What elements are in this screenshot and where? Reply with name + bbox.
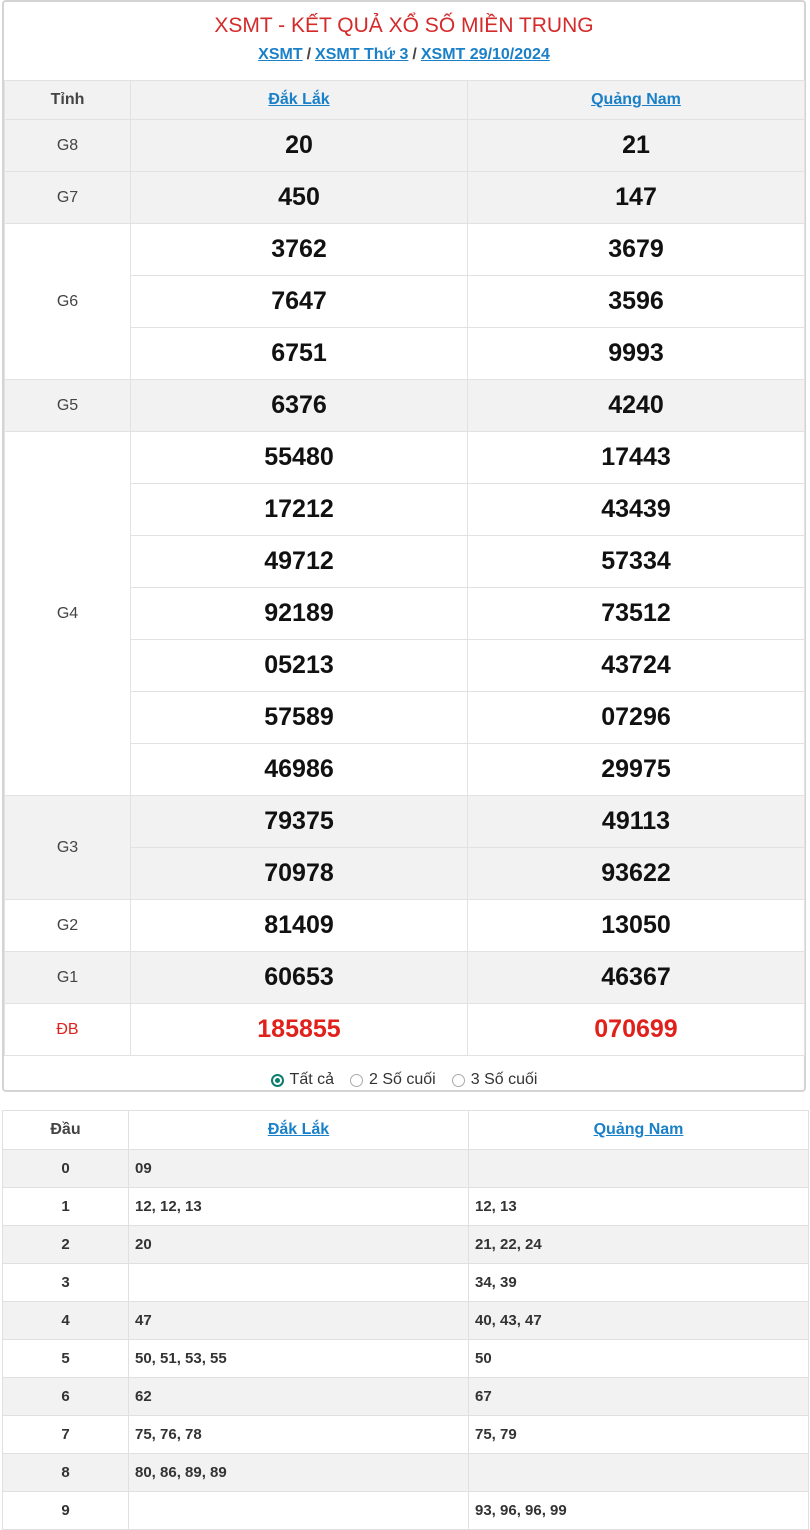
prize-number: 450 [131, 172, 468, 224]
prize-number: 3762 [131, 224, 468, 276]
loto-values: 75, 76, 78 [129, 1416, 469, 1454]
special-prize-number: 185855 [131, 1004, 468, 1056]
filter-option-last-2[interactable] [350, 1071, 436, 1089]
dau-digit: 2 [3, 1226, 129, 1264]
prize-number: 43439 [468, 484, 805, 536]
loto-province-link-dak-lak[interactable]: Đắk Lắk [267, 1121, 330, 1138]
dau-digit: 8 [3, 1454, 129, 1492]
loto-values: 47 [129, 1302, 469, 1340]
province-link-dak-lak[interactable]: Đắk Lắk [268, 91, 330, 108]
dau-digit: 4 [3, 1302, 129, 1340]
loto-values: 50, 51, 53, 55 [129, 1340, 469, 1378]
prize-label: G5 [5, 380, 131, 432]
prize-number: 43724 [468, 640, 805, 692]
filter-option-label: 3 Số cuối [470, 1071, 538, 1088]
loto-values: 09 [129, 1150, 469, 1188]
prize-number: 17212 [131, 484, 468, 536]
prize-number: 93622 [468, 848, 805, 900]
prize-number: 70978 [131, 848, 468, 900]
dau-digit: 9 [3, 1492, 129, 1530]
loto-row [3, 1340, 809, 1378]
province-column-header: Tỉnh [5, 81, 131, 120]
dau-column-header: Đầu [3, 1111, 129, 1150]
loto-values: 75, 79 [469, 1416, 809, 1454]
loto-values: 20 [129, 1226, 469, 1264]
prize-number: 60653 [131, 952, 468, 1004]
dau-digit: 0 [3, 1150, 129, 1188]
loto-values: 21, 22, 24 [469, 1226, 809, 1264]
prize-number: 07296 [468, 692, 805, 744]
loto-values: 80, 86, 89, 89 [129, 1454, 469, 1492]
prize-number: 57334 [468, 536, 805, 588]
prize-number: 46986 [131, 744, 468, 796]
prize-label: G7 [5, 172, 131, 224]
breadcrumb-weekday-link[interactable]: XSMT Thứ 3 [315, 46, 409, 63]
prize-number: 29975 [468, 744, 805, 796]
prize-number: 9993 [468, 328, 805, 380]
prize-number: 79375 [131, 796, 468, 848]
loto-values: 67 [469, 1378, 809, 1416]
filter-option-last-3[interactable] [452, 1071, 538, 1089]
breadcrumb-date-link[interactable]: XSMT 29/10/2024 [420, 46, 550, 63]
loto-row [3, 1416, 809, 1454]
prize-label: G8 [5, 120, 131, 172]
prize-label: G3 [5, 796, 131, 900]
prize-number: 21 [468, 120, 805, 172]
prize-number: 6376 [131, 380, 468, 432]
digit-filter [4, 1056, 804, 1104]
loto-values: 62 [129, 1378, 469, 1416]
loto-values [469, 1454, 809, 1492]
prize-label: G6 [5, 224, 131, 380]
breadcrumb [4, 46, 804, 64]
loto-row [3, 1188, 809, 1226]
prize-label: G1 [5, 952, 131, 1004]
prize-number: 73512 [468, 588, 805, 640]
loto-values: 50 [469, 1340, 809, 1378]
loto-values [469, 1150, 809, 1188]
breadcrumb-separator: / [412, 46, 417, 63]
prize-number: 46367 [468, 952, 805, 1004]
loto-row [3, 1226, 809, 1264]
dau-digit: 1 [3, 1188, 129, 1226]
loto-row [3, 1454, 809, 1492]
province-link-quang-nam[interactable]: Quảng Nam [591, 91, 681, 108]
prize-row-g8 [5, 120, 805, 172]
prize-row-g1 [5, 952, 805, 1004]
results-table [4, 80, 805, 1056]
prize-number: 3679 [468, 224, 805, 276]
prize-number: 4240 [468, 380, 805, 432]
prize-number: 6751 [131, 328, 468, 380]
prize-label: ĐB [5, 1004, 131, 1056]
dau-digit: 7 [3, 1416, 129, 1454]
loto-values: 34, 39 [469, 1264, 809, 1302]
prize-number: 55480 [131, 432, 468, 484]
prize-row-g2 [5, 900, 805, 952]
loto-table [2, 1110, 809, 1530]
loto-values: 12, 12, 13 [129, 1188, 469, 1226]
page-title: XSMT - KẾT QUẢ XỔ SỐ MIỀN TRUNG [214, 14, 594, 37]
loto-row [3, 1264, 809, 1302]
prize-number: 49113 [468, 796, 805, 848]
loto-values [129, 1264, 469, 1302]
prize-number: 49712 [131, 536, 468, 588]
radio-icon[interactable] [452, 1074, 465, 1087]
loto-row [3, 1302, 809, 1340]
dau-digit: 6 [3, 1378, 129, 1416]
results-card [2, 0, 806, 1092]
loto-row [3, 1150, 809, 1188]
prize-number: 147 [468, 172, 805, 224]
filter-option-label: 2 Số cuối [369, 1071, 436, 1088]
prize-number: 13050 [468, 900, 805, 952]
prize-number: 57589 [131, 692, 468, 744]
loto-row [3, 1378, 809, 1416]
prize-row-special [5, 1004, 805, 1056]
loto-province-link-quang-nam[interactable]: Quảng Nam [593, 1121, 684, 1138]
prize-number: 20 [131, 120, 468, 172]
prize-number: 7647 [131, 276, 468, 328]
prize-row-g4 [5, 432, 805, 484]
loto-values: 12, 13 [469, 1188, 809, 1226]
dau-digit: 3 [3, 1264, 129, 1302]
breadcrumb-xsmt-link[interactable]: XSMT [258, 46, 303, 63]
radio-selected-icon[interactable] [271, 1074, 284, 1087]
prize-row-g6 [5, 224, 805, 276]
prize-number: 05213 [131, 640, 468, 692]
prize-number: 3596 [468, 276, 805, 328]
prize-label: G2 [5, 900, 131, 952]
prize-number: 81409 [131, 900, 468, 952]
prize-label: G4 [5, 432, 131, 796]
results-header [4, 2, 804, 80]
dau-digit: 5 [3, 1340, 129, 1378]
prize-row-g7 [5, 172, 805, 224]
loto-values [129, 1492, 469, 1530]
filter-option-all[interactable] [271, 1071, 334, 1089]
loto-row [3, 1492, 809, 1530]
prize-row-g5 [5, 380, 805, 432]
prize-number: 92189 [131, 588, 468, 640]
loto-values: 40, 43, 47 [469, 1302, 809, 1340]
prize-row-g3 [5, 796, 805, 848]
special-prize-number: 070699 [468, 1004, 805, 1056]
filter-option-label: Tất cả [289, 1071, 335, 1088]
breadcrumb-separator: / [306, 46, 312, 63]
prize-number: 17443 [468, 432, 805, 484]
radio-icon[interactable] [350, 1074, 363, 1087]
loto-values: 93, 96, 96, 99 [469, 1492, 809, 1530]
